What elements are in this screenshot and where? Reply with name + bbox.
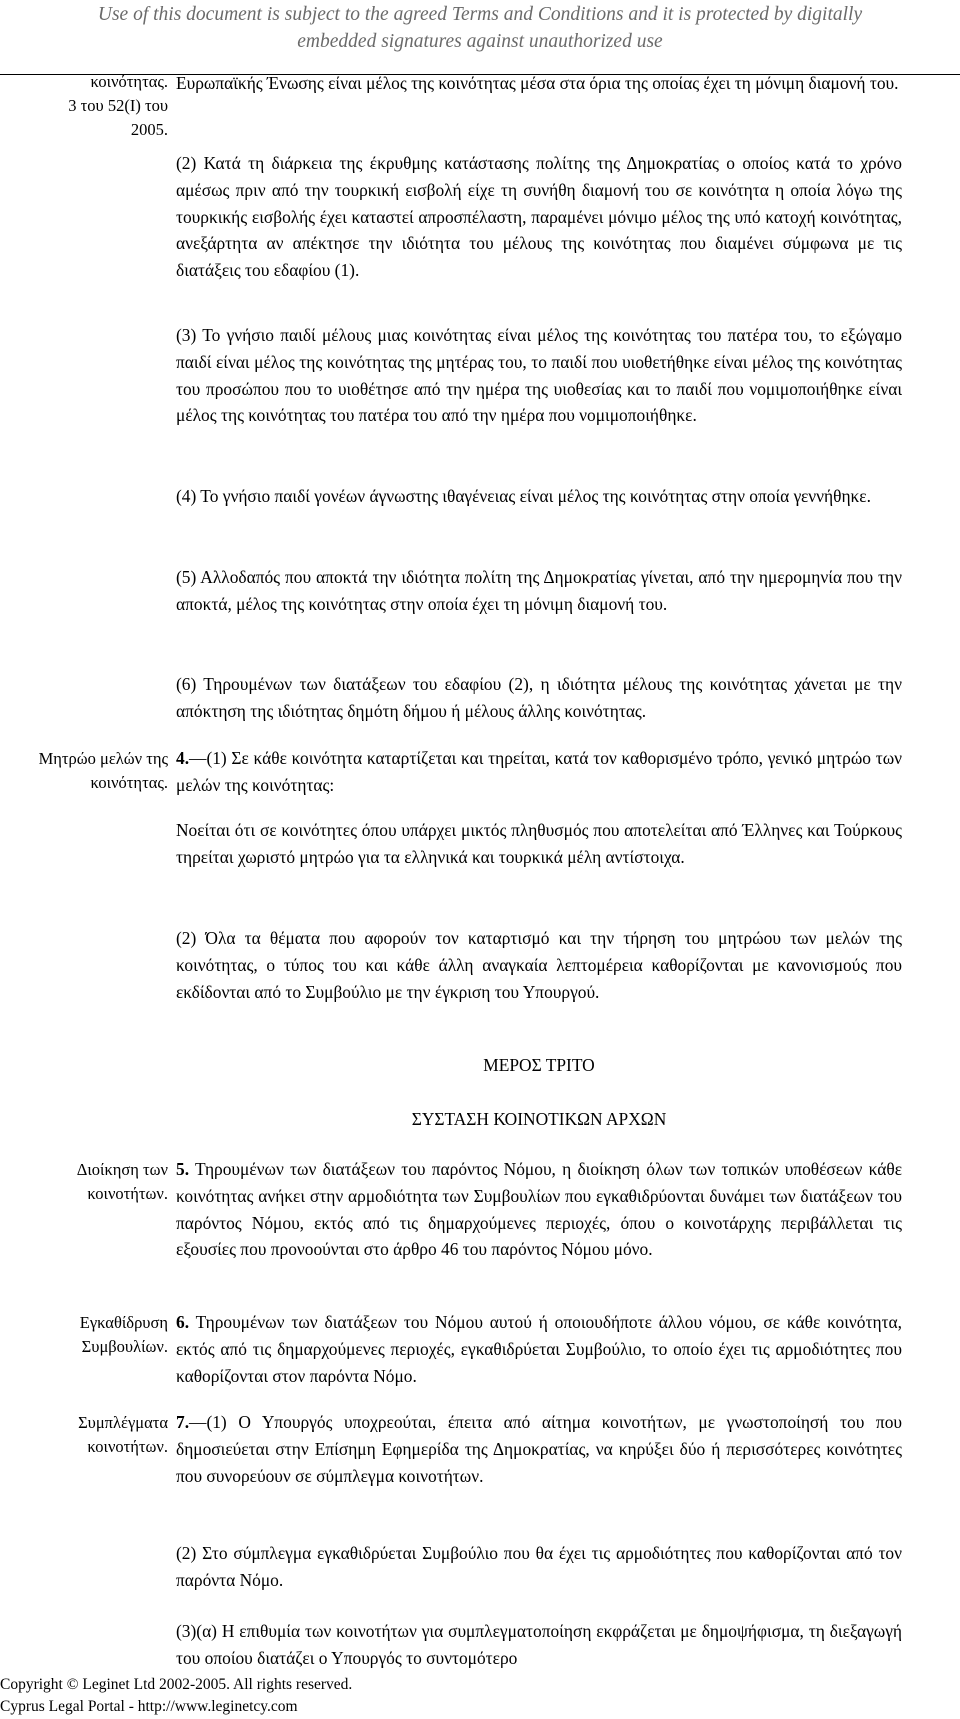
paragraph-3-3: (3) Το γνήσιο παιδί μέλους μιας κοινότητας είναι μέλος της κοινότητας του πατέρα του, το εξώγαμο παιδί είναι μέλος της κοινότητας της μητέρας του, το παιδί που υιοθετήθηκε είναι μέλος της κοινότητας του προσώπου που το υιοθέτησε από την ημέρα της υιοθεσίας και το παιδί που νομιμοποιήθηκε είναι μέλος της κοινότητας του πατέρα του από την ημέρα που νομιμοποιήθηκε. — [176, 325, 902, 426]
margin-note-line: 3 του 52(Ι) του — [68, 96, 168, 115]
margin-note-line: Διοίκηση των — [76, 1160, 168, 1179]
margin-note-line: κοινοτήτων. — [87, 1184, 168, 1203]
margin-note-section-4 — [0, 747, 168, 795]
section-number: 6. — [176, 1312, 190, 1332]
section-7-subsection-2: (2) Στο σύμπλεγμα εγκαθιδρύεται Συμβούλιο που θα έχει τις αρμοδιότητες που καθορίζονται από τον παρόντα Νόμο. — [176, 1543, 902, 1590]
section-4-subsection-2: (2) Όλα τα θέματα που αφορούν τον καταρτισμό και την τήρηση του μητρώου των μελών της κοινότητας, ο τύπος του και κάθε άλλη αναγκαία λεπτομέρεια καθορίζονται με κανονισμούς που εκδίδονται από το Συμβούλιο με την έγκριση του Υπουργού. — [176, 928, 902, 1002]
margin-note-line: 2005. — [130, 120, 168, 139]
footer-copyright: Copyright © Leginet Ltd 2002-2005. All rights reserved. — [0, 1676, 353, 1693]
section-7-paragraph — [176, 1409, 902, 1489]
paragraph-3-5: (5) Αλλοδαπός που αποκτά την ιδιότητα πολίτη της Δημοκρατίας γίνεται, από την ημερομηνία που την αποκτά, μέλος της κοινότητας στην οποία έχει τη μόνιμη διαμονή του. — [176, 567, 902, 614]
continuation-paragraph: Ευρωπαϊκής Ένωσης είναι μέλος της κοινότητας μέσα στα όρια της οποίας έχει τη μόνιμη διαμονή του. — [176, 73, 899, 93]
footer-portal-link[interactable]: Cyprus Legal Portal - http://www.leginetcy.com — [0, 1698, 298, 1715]
part-subheading: ΣΥΣΤΑΣΗ ΚΟΙΝΟΤΙΚΩΝ ΑΡΧΩΝ — [411, 1109, 667, 1129]
part-heading: ΜΕΡΟΣ ΤΡΙΤΟ — [483, 1055, 595, 1075]
banner-line-1: Use of this document is subject to the agreed Terms and Conditions and it is protected by digitally — [97, 4, 863, 25]
protection-banner — [0, 0, 960, 55]
banner-line-2: embedded signatures against unauthorized use — [297, 31, 663, 52]
margin-note-line: κοινοτήτων. — [87, 1437, 168, 1456]
section-number: 5. — [176, 1159, 190, 1179]
margin-note-section-7 — [0, 1411, 168, 1459]
margin-note-continued — [0, 70, 168, 142]
section-4-text: —(1) Σε κάθε κοινότητα καταρτίζεται και τηρείται, κατά τον καθορισμένο τρόπο, γενικό μητρώο των μελών της κοινότητας: — [176, 748, 902, 795]
section-6-text: Τηρουμένων των διατάξεων του Νόμου αυτού ή οποιουδήποτε άλλου νόμου, σε κάθε κοινότητα, εκτός από τις δημαρχούμενες περιοχές, εγκαθιδρύεται Συμβούλιο, το οποίο έχει τις αρμοδιότητες που καθορίζονται στον παρόντα Νόμο. — [176, 1312, 902, 1386]
paragraph-3-4: (4) Το γνήσιο παιδί γονέων άγνωστης ιθαγένειας είναι μέλος της κοινότητας στην οποία γεννήθηκε. — [176, 486, 871, 506]
margin-note-line: Συμπλέγματα — [78, 1413, 168, 1432]
margin-note-line: Συμβουλίων. — [81, 1337, 168, 1356]
paragraph-3-2: (2) Κατά τη διάρκεια της έκρυθμης κατάστασης πολίτης της Δημοκρατίας ο οποίος κατά το χρόνο αμέσως πριν από την τουρκική εισβολή είχε τη συνήθη διαμονή του σε κοινότητα η οποία λόγω της τουρκικής εισβολής έχει καταστεί απροσπέλαστη, παραμένει μόνιμο μέλος της υπό κατοχή κοινότητας, ανεξάρτητα αν απέκτησε την ιδιότητα του μέλους της κοινότητας που διαμένει σύμφωνα με τις διατάξεις του εδαφίου (1). — [176, 153, 902, 281]
margin-note-section-6 — [0, 1311, 168, 1359]
section-5-paragraph — [176, 1156, 902, 1263]
section-4-paragraph — [176, 745, 902, 799]
section-4-proviso: Νοείται ότι σε κοινότητες όπου υπάρχει μικτός πληθυσμός που αποτελείται από Έλληνες και Τούρκους τηρείται χωριστό μητρώο για τα ελληνικά και τουρκικά μέλη αντίστοιχα. — [176, 820, 902, 867]
section-7-text: —(1) Ο Υπουργός υποχρεούται, έπειτα από αίτημα κοινοτήτων, με γνωστοποίησή του που δημοσιεύεται στην Επίσημη Εφημερίδα της Δημοκρατίας, να κηρύξει δύο ή περισσότερες κοινότητες που συνορεύουν σε σύμπλεγμα κοινοτήτων. — [176, 1412, 902, 1486]
margin-note-line: Εγκαθίδρυση — [79, 1313, 168, 1332]
paragraph-3-6: (6) Τηρουμένων των διατάξεων του εδαφίου (2), η ιδιότητα μέλους της κοινότητας χάνεται με την απόκτηση της ιδιότητας δημότη δήμου ή μέλους άλλης κοινότητας. — [176, 674, 902, 721]
section-7-subsection-3a: (3)(α) Η επιθυμία των κοινοτήτων για συμπλεγματοποίηση εκφράζεται με δημοψήφισμα, τη διεξαγωγή του οποίου διατάζει ο Υπουργός το συντομότερο — [176, 1621, 902, 1668]
margin-note-line: κοινότητας. — [90, 773, 168, 792]
margin-note-line: Μητρώο μελών της — [38, 749, 168, 768]
section-number: 7. — [176, 1412, 190, 1432]
section-number: 4. — [176, 748, 190, 768]
margin-note-section-5 — [0, 1158, 168, 1206]
section-6-paragraph — [176, 1309, 902, 1389]
section-5-text: Τηρουμένων των διατάξεων του παρόντος Νόμου, η διοίκηση όλων των τοπικών υποθέσεων κάθε κοινότητας ανήκει στην αρμοδιότητα των Συμβουλίων που εγκαθιδρύονται δυνάμει των διατάξεων του παρόντος Νόμου, εκτός από τις δημαρχούμενες περιοχές, όπου ο κοινοτάρχης περιβάλλεται τις εξουσίες που προνοούνται στο άρθρο 46 του παρόντος Νόμου μόνο. — [176, 1159, 902, 1260]
margin-note-line: κοινότητας. — [90, 72, 168, 91]
